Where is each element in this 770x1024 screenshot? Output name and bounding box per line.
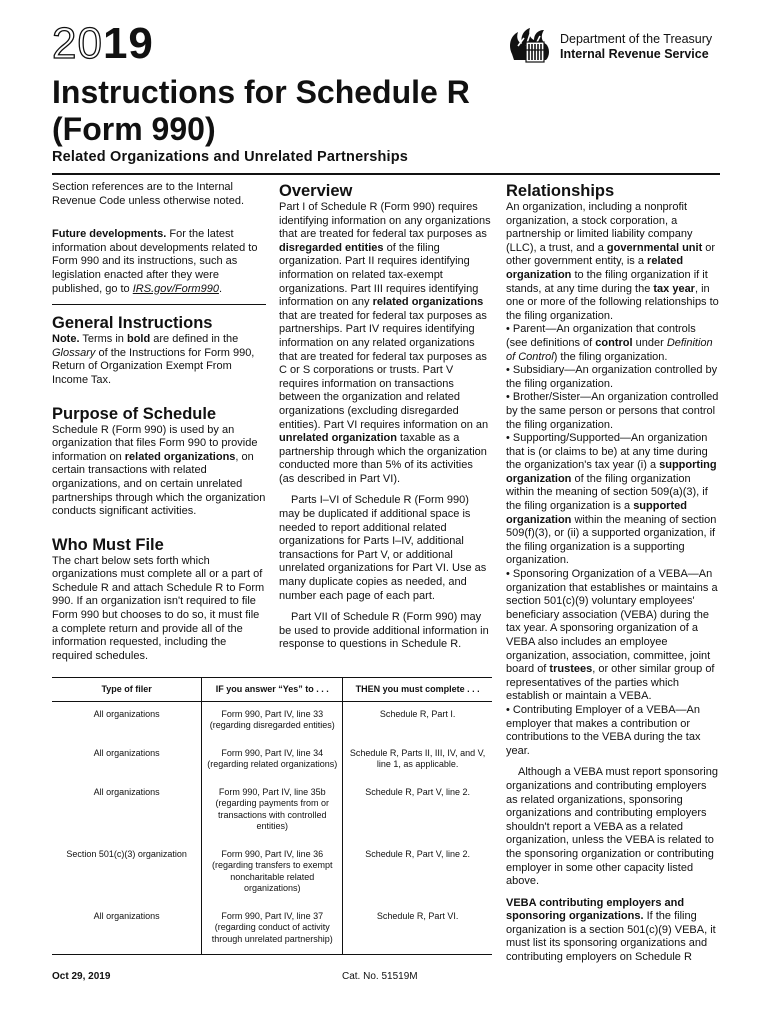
future-developments-end: . bbox=[218, 282, 222, 295]
overview-text-2: of the filing organization. Part II requires identifying information on related tax-exempt organizations. Part III requires identifying information on any bbox=[279, 241, 479, 309]
overview-text-4: taxable as a partnership through which the organization conducted more than 5% of its activities (as described in Part VI). bbox=[279, 432, 487, 485]
supporting-text-3: within the meaning of section 509(f)(3), or (ii) a supported organization, if the filing organization is a supporting organization. bbox=[506, 513, 717, 567]
chart-cell: Form 990, Part IV, line 34 (regarding related organizations) bbox=[202, 741, 343, 780]
veba-note-paragraph: Although a VEBA must report sponsoring organizations and contributing employers as related organizations, sponsoring organizations and contributing employers shouldn't report a VEBA as a related organization, unless the VEBA is related to the sponsoring organization or contributing employer in some other capacity listed above. bbox=[506, 766, 718, 888]
table-row bbox=[52, 904, 492, 955]
chart-cell: Form 990, Part IV, line 33 (regarding disregarded entities) bbox=[202, 701, 343, 741]
note-label: Note. bbox=[52, 333, 80, 346]
who-must-file-chart bbox=[52, 677, 492, 955]
chart-cell: Schedule R, Part V, line 2. bbox=[343, 780, 492, 842]
column-left bbox=[52, 181, 266, 663]
intro-bold-2: related organization bbox=[506, 255, 684, 281]
note-bold-word: bold bbox=[126, 333, 151, 346]
intro-text-4: , in one or more of the following relationships to the filing organization. bbox=[506, 282, 719, 322]
purpose-bold: related organizations bbox=[124, 450, 236, 463]
section-references: Section references are to the Internal Revenue Code unless otherwise noted. bbox=[52, 181, 245, 207]
purpose-text-1: Schedule R (Form 990) is used by an organization that files Form 990 to provide information on bbox=[52, 423, 258, 463]
supporting-bold-2: supported organization bbox=[506, 500, 687, 526]
chart-cell: Schedule R, Part I. bbox=[343, 701, 492, 741]
chart-cell: Schedule R, Part V, line 2. bbox=[343, 842, 492, 904]
relationships-intro bbox=[506, 201, 720, 323]
overview-heading: Overview bbox=[279, 182, 353, 200]
who-must-file-heading: Who Must File bbox=[52, 535, 164, 554]
column-middle bbox=[279, 181, 491, 652]
agency-name: Internal Revenue Service bbox=[560, 47, 709, 61]
chart-cell: Form 990, Part IV, line 35b (regarding payments from or transactions with controlled entities) bbox=[202, 780, 343, 842]
table-row bbox=[52, 780, 492, 842]
chart-cell: Schedule R, Part VI. bbox=[343, 904, 492, 955]
future-developments-label: Future developments. bbox=[52, 228, 167, 241]
future-developments bbox=[52, 228, 266, 296]
overview-bold-2: related organizations bbox=[372, 296, 484, 309]
chart-cell: All organizations bbox=[93, 708, 160, 719]
department-name: Department of the Treasury bbox=[560, 32, 713, 46]
bullet-parent bbox=[506, 323, 720, 364]
note-text-3: of the Instructions for Form 990, Return of Organization Exempt From Income Tax. bbox=[52, 346, 255, 386]
footer-date: Oct 29, 2019 bbox=[52, 971, 111, 982]
title-line-2: (Form 990) bbox=[52, 111, 216, 147]
chart-cell: Form 990, Part IV, line 36 (regarding transfers to exempt noncharitable related organizations) bbox=[202, 842, 343, 904]
supporting-text-1: • Supporting/Supported—An organization that is (or claims to be) at any time during the organization's tax year (i) a bbox=[506, 432, 708, 472]
future-developments-text: For the latest information about developments related to Form 990 and its instructions, such as legislation enacted after they were published, go to bbox=[52, 228, 258, 295]
overview-paragraph-1 bbox=[279, 201, 491, 486]
bullet-sponsoring bbox=[506, 568, 720, 704]
header-divider bbox=[52, 173, 720, 175]
relationships-heading: Relationships bbox=[506, 182, 615, 200]
chart-cell: Section 501(c)(3) organization bbox=[66, 848, 187, 859]
chart-cell: All organizations bbox=[52, 904, 202, 955]
sponsoring-text-1: • Sponsoring Organization of a VEBA—An organization that establishes or maintains a section 501(c)(9) voluntary employees' beneficiary association (VEBA) during the tax year. A sponsoring organization of a VEBA also includes an employee organization, association, committee, joint board of bbox=[506, 568, 718, 676]
table-row bbox=[52, 741, 492, 780]
note-text-2: are defined in the bbox=[150, 333, 239, 346]
document-year bbox=[52, 19, 154, 68]
supporting-text-2: of the filing organization within the meaning of section 509(a)(3), if the filing organization is a bbox=[506, 472, 708, 513]
chart-header-if: IF you answer “Yes” to . . . bbox=[202, 678, 343, 702]
purpose-heading: Purpose of Schedule bbox=[52, 404, 217, 423]
intro-text-3: to the filing organization if it stands, at any time during the bbox=[506, 268, 708, 295]
intro-text-1: An organization, including a nonprofit organization, a stock corporation, a partnership or limited liability company (LLC), a trust, and a bbox=[506, 201, 693, 254]
sponsoring-bold: trustees bbox=[549, 663, 593, 676]
chart-header-row bbox=[52, 678, 492, 702]
table-row bbox=[52, 701, 492, 741]
column-right bbox=[506, 181, 720, 965]
page-title bbox=[52, 74, 470, 148]
intro-bold-1: governmental unit bbox=[606, 241, 703, 254]
parent-text-1: • Parent—An organization that controls (see definitions of bbox=[506, 323, 696, 349]
purpose-paragraph bbox=[52, 424, 266, 519]
chart-cell: Schedule R, Parts II, III, IV, and V, line 1, as applicable. bbox=[343, 741, 492, 780]
veba-text: If the filing organization is a section 501(c)(9) VEBA, it must list its sponsoring organizations and contributing employers on Schedule R bbox=[506, 910, 716, 964]
intro-bold-3: tax year bbox=[653, 282, 695, 295]
overview-paragraph-3: Part VII of Schedule R (Form 990) may be used to provide additional information in response to questions in Schedule R. bbox=[279, 611, 489, 651]
parent-text-2: under bbox=[632, 336, 667, 349]
parent-bold: control bbox=[595, 336, 633, 349]
bullet-brother-sister: • Brother/Sister—An organization controlled by the same person or persons that control the filing organization. bbox=[506, 391, 719, 431]
year-solid-digits: 19 bbox=[102, 19, 154, 68]
irs-eagle-logo-icon bbox=[506, 24, 554, 66]
page-subtitle: Related Organizations and Unrelated Partnerships bbox=[52, 149, 409, 165]
note-text-1: Terms in bbox=[79, 333, 127, 346]
bullet-contributing: • Contributing Employer of a VEBA—An employer that makes a contribution or contributions to the VEBA during the tax year. bbox=[506, 703, 701, 757]
note-paragraph bbox=[52, 333, 266, 387]
overview-bold-1: disregarded entities bbox=[279, 241, 384, 254]
note-glossary: Glossary bbox=[52, 346, 96, 359]
supporting-bold-1: supporting organization bbox=[506, 459, 717, 485]
purpose-text-2: , on certain transactions with related organizations, and on certain unrelated partnerships through which the organization conducts significant activities. bbox=[52, 450, 266, 518]
bullet-subsidiary: • Subsidiary—An organization controlled by the filing organization. bbox=[506, 364, 718, 390]
year-outline-digits: 20 bbox=[52, 19, 103, 68]
chart-cell: All organizations bbox=[93, 786, 160, 797]
department-block bbox=[560, 32, 712, 62]
overview-text-3: that are treated for federal tax purposes as partnerships. Part IV requires identifying information on any related organizations that are treated for federal tax purposes as C or S corporations or trusts. Part V requires information on transactions between the organization and related organizations (excluding disregarded entities). Part VI requires information on an bbox=[279, 309, 489, 431]
chart-cell: Form 990, Part IV, line 37 (regarding conduct of activity through unrelated partnership) bbox=[202, 904, 343, 955]
bullet-supporting bbox=[506, 432, 720, 568]
irs-form990-link[interactable]: IRS.gov/Form990 bbox=[132, 282, 219, 295]
chart-header-then: THEN you must complete . . . bbox=[343, 678, 492, 702]
table-row bbox=[52, 842, 492, 904]
chart-cell: All organizations bbox=[93, 747, 160, 758]
overview-text-1: Part I of Schedule R (Form 990) requires identifying information on any organizations that are treated for federal tax purposes as bbox=[279, 201, 491, 241]
section-divider bbox=[52, 304, 266, 305]
sponsoring-text-2: , or other similar group of representatives of the parties which establish or maintain a VEBA. bbox=[506, 663, 715, 703]
veba-employers-paragraph bbox=[506, 897, 720, 965]
parent-italic: Definition of Control bbox=[506, 336, 713, 363]
who-must-file-paragraph: The chart below sets forth which organizations must complete all or a part of Schedule R and attach Schedule R to Form 990. If an organization isn't required to file Form 990 but chooses to do so, it must file a complete return and provide all of the information requested, including the required schedules. bbox=[52, 554, 265, 662]
overview-bold-3: unrelated organization bbox=[279, 432, 397, 445]
chart-header-filer: Type of filer bbox=[52, 678, 202, 702]
intro-text-2: or other government entity, is a bbox=[506, 241, 716, 268]
title-line-1: Instructions for Schedule R bbox=[52, 74, 470, 110]
parent-text-3: ) the filing organization. bbox=[553, 350, 668, 363]
veba-bold-label: VEBA contributing employers and sponsoring organizations. bbox=[506, 896, 685, 923]
footer-catalog-number: Cat. No. 51519M bbox=[342, 971, 418, 982]
overview-paragraph-2: Parts I–VI of Schedule R (Form 990) may be duplicated if additional space is needed to report additional related organizations for Parts I–IV, additional transactions for Part V, or additional unrelated organizations for Part VI. Use as many duplicate copies as needed, and number each page of each part. bbox=[279, 494, 487, 602]
general-instructions-heading: General Instructions bbox=[52, 314, 213, 333]
